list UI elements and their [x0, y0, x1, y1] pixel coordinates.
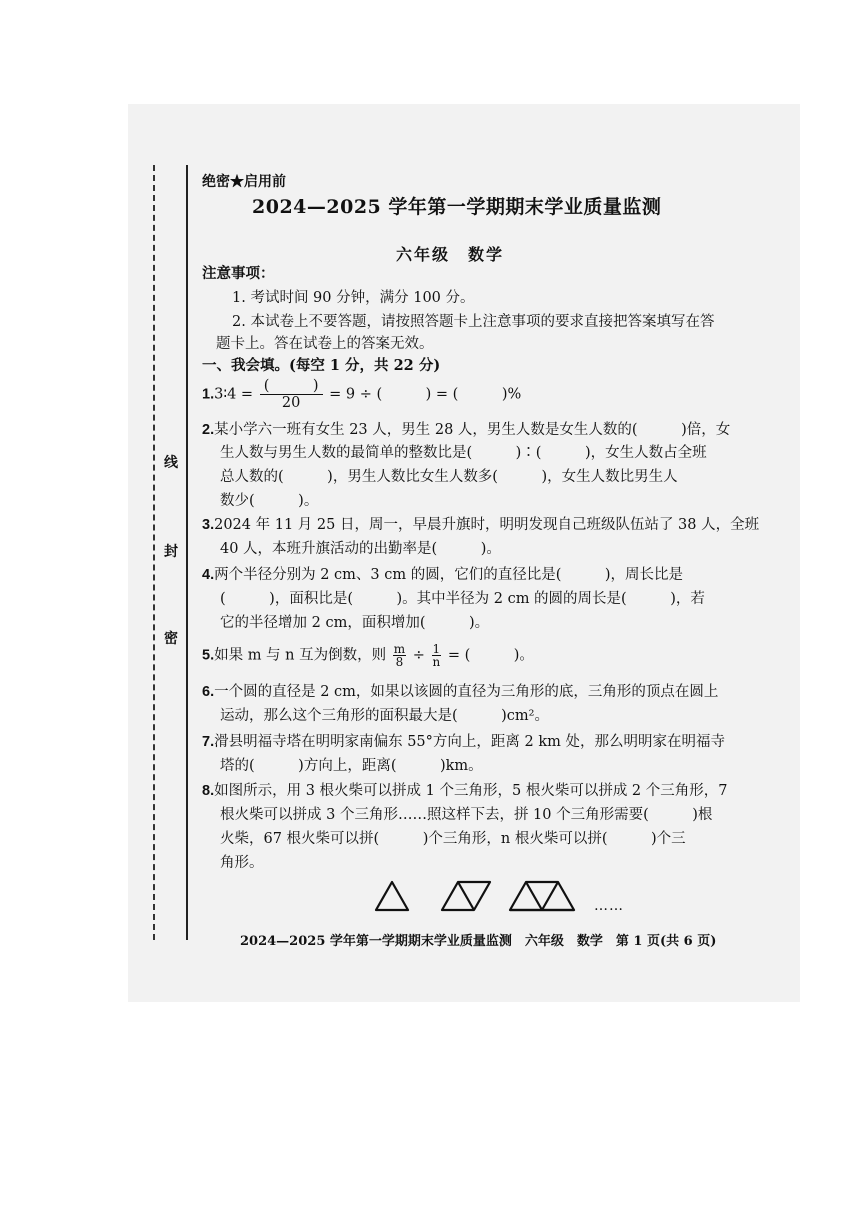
question-number: 8.: [202, 783, 215, 799]
note-item: 1. 考试时间 90 分钟，满分 100 分。: [232, 290, 475, 306]
page-title: 2024—2025 学年第一学期期末学业质量监测: [252, 196, 662, 218]
question-2-line: [202, 421, 730, 439]
binding-dashed-line: [153, 165, 155, 940]
question-5: [202, 643, 534, 668]
q2-text: 总人数的( )，男生人数比女生人数多( )，女生人数比男生人: [220, 469, 678, 485]
q5-rest: = ( )。: [447, 647, 534, 664]
notes-heading: 注意事项：: [202, 265, 275, 282]
q6-text: 一个圆的直径是 2 cm，如果以该圆的直径为三角形的底，三角形的顶点在圆上: [214, 684, 719, 700]
q3-text: 2024 年 11 月 25 日，周一，早晨升旗时，明明发现自己班级队伍站了 38 人，全班: [214, 517, 760, 533]
q2-text: 某小学六一班有女生 23 人，男生 28 人，男生人数是女生人数的( )倍，女: [214, 422, 731, 438]
question-number: 1.: [202, 386, 215, 403]
q8-text: 角形。: [220, 855, 264, 871]
q1-lead: 3∶4 =: [214, 386, 254, 403]
q5-fraction-m-8: [393, 643, 406, 668]
q8-text: 根火柴可以拼成 3 个三角形……照这样下去，拼 10 个三角形需要( )根: [220, 807, 713, 823]
q8-text: 火柴，67 根火柴可以拼( )个三角形，n 根火柴可以拼( )个三: [220, 831, 686, 847]
question-number: 4.: [202, 567, 215, 583]
triangles-3: [510, 882, 574, 910]
q1-numerator: ( ): [260, 378, 323, 395]
question-4-line: [202, 566, 683, 584]
section-heading: 一、我会填。(每空 1 分，共 22 分): [202, 357, 441, 374]
q4-text: 它的半径增加 2 cm，面积增加( )。: [220, 615, 490, 631]
margin-label-mi: 密: [164, 631, 178, 647]
page-footer: 2024—2025 学年第一学期期末学业质量监测 六年级 数学 第 1 页(共 6 页): [240, 934, 717, 949]
note-item: 2. 本试卷上不要答题，请按照答题卡上注意事项的要求直接把答案填写在答: [232, 314, 715, 330]
q5-lead: 如果 m 与 n 互为倒数，则: [214, 647, 387, 664]
q1-denominator: 20: [281, 395, 301, 411]
margin-label-feng: 封: [164, 544, 178, 560]
fraction-numerator: 1: [432, 642, 441, 656]
question-7-line: [202, 733, 725, 751]
binding-solid-line: [186, 165, 188, 940]
question-6-line: [202, 683, 718, 701]
q7-text: 塔的( )方向上，距离( )km。: [220, 758, 483, 774]
question-number: 7.: [202, 734, 215, 750]
note-item: 题卡上。答在试卷上的答案无效。: [216, 336, 434, 352]
figure-ellipsis: ……: [594, 898, 624, 914]
question-number: 5.: [202, 647, 215, 664]
q4-text: 两个半径分别为 2 cm、3 cm 的圆，它们的直径比是( )，周长比是: [214, 567, 684, 583]
matchstick-triangles-figure: [370, 878, 590, 914]
q5-op: ÷: [412, 647, 425, 664]
margin-label-xian: 线: [164, 455, 178, 471]
question-number: 3.: [202, 517, 215, 533]
question-1: [202, 378, 521, 411]
q7-text: 滑县明福寺塔在明明家南偏东 55°方向上，距离 2 km 处，那么明明家在明福寺: [214, 734, 725, 750]
question-3-line: [202, 516, 759, 534]
fraction-denominator: 8: [395, 655, 404, 669]
q3-text: 40 人，本班升旗活动的出勤率是( )。: [220, 541, 501, 557]
q1-fraction: [260, 378, 323, 411]
page-subtitle: 六年级 数学: [396, 245, 505, 264]
question-8-line: [202, 782, 727, 800]
question-number: 6.: [202, 684, 215, 700]
question-number: 2.: [202, 422, 215, 438]
q2-text: 生人数与男生人数的最简单的整数比是( )∶( )，女生人数占全班: [220, 445, 707, 461]
q8-text: 如图所示，用 3 根火柴可以拼成 1 个三角形，5 根火柴可以拼成 2 个三角形，7: [214, 783, 728, 799]
q6-text: 运动，那么这个三角形的面积最大是( )cm²。: [220, 708, 549, 724]
q1-rest: = 9 ÷ ( ) = ( )%: [329, 386, 522, 403]
q4-text: ( )，面积比是( )。其中半径为 2 cm 的圆的周长是( )，若: [220, 591, 705, 607]
triangle-1: [376, 882, 408, 910]
fraction-numerator: m: [393, 642, 406, 656]
secret-label: 绝密★启用前: [202, 174, 286, 190]
q5-fraction-1-n: [432, 643, 442, 668]
q2-text: 数少( )。: [220, 493, 319, 509]
fraction-denominator: n: [432, 655, 441, 669]
